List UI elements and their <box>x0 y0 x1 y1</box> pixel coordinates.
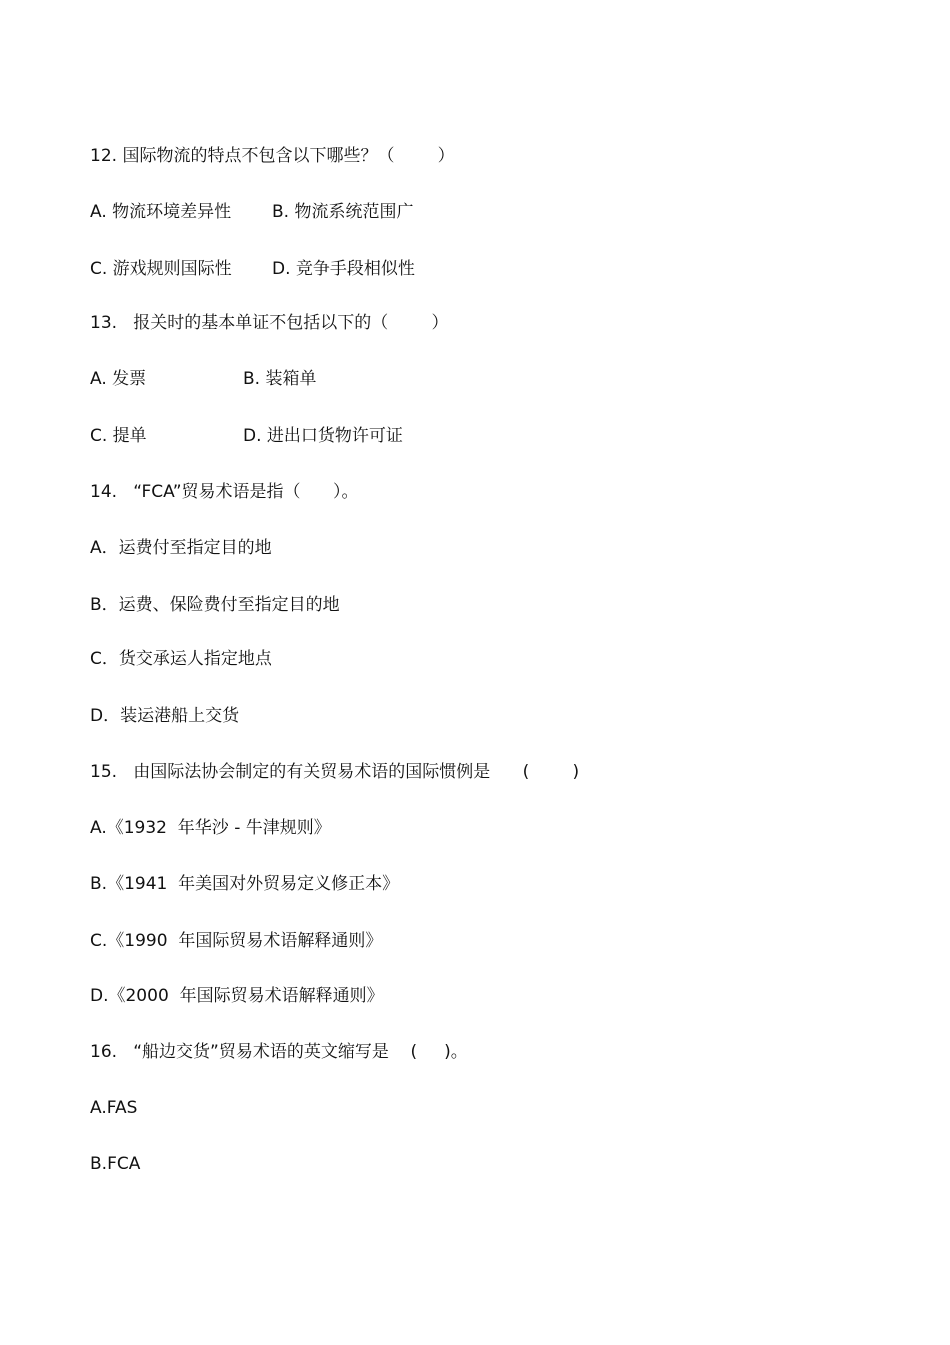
question-13-option-b: B. 装箱单 <box>243 369 317 389</box>
question-12-stem: 12. 国际物流的特点不包含以下哪些？（ ） <box>90 146 455 166</box>
question-13-option-a: A. 发票 <box>90 369 147 389</box>
question-15-option-b: B.《1941 年美国对外贸易定义修正本》 <box>90 874 400 894</box>
question-12-option-d: D. 竞争手段相似性 <box>272 259 415 279</box>
question-12-option-c: C. 游戏规则国际性 <box>90 259 232 279</box>
question-15-stem: 15. 由国际法协会制定的有关贸易术语的国际惯例是 ( ) <box>90 762 580 782</box>
question-14-option-b: B．运费、保险费付至指定目的地 <box>90 595 340 615</box>
question-12-option-a: A. 物流环境差异性 <box>90 202 232 222</box>
question-12-option-b: B. 物流系统范围广 <box>272 202 414 222</box>
question-15-option-c: C.《1990 年国际贸易术语解释通则》 <box>90 931 383 951</box>
question-16-stem: 16. “船边交货”贸易术语的英文缩写是 ( )。 <box>90 1042 468 1062</box>
question-13-option-d: D. 进出口货物许可证 <box>243 426 403 446</box>
question-14-option-c: C．货交承运人指定地点 <box>90 649 272 669</box>
question-14-option-a: A．运费付至指定目的地 <box>90 538 272 558</box>
question-16-option-a: A.FAS <box>90 1098 138 1118</box>
question-15-option-a: A.《1932 年华沙 - 牛津规则》 <box>90 818 331 838</box>
question-16-option-b: B.FCA <box>90 1154 141 1174</box>
question-13-stem: 13. 报关时的基本单证不包括以下的（ ） <box>90 313 449 333</box>
question-14-option-d: D．装运港船上交货 <box>90 706 240 726</box>
question-15-option-d: D.《2000 年国际贸易术语解释通则》 <box>90 986 384 1006</box>
question-13-option-c: C. 提单 <box>90 426 147 446</box>
question-14-stem: 14. “FCA”贸易术语是指（ ）。 <box>90 482 359 502</box>
